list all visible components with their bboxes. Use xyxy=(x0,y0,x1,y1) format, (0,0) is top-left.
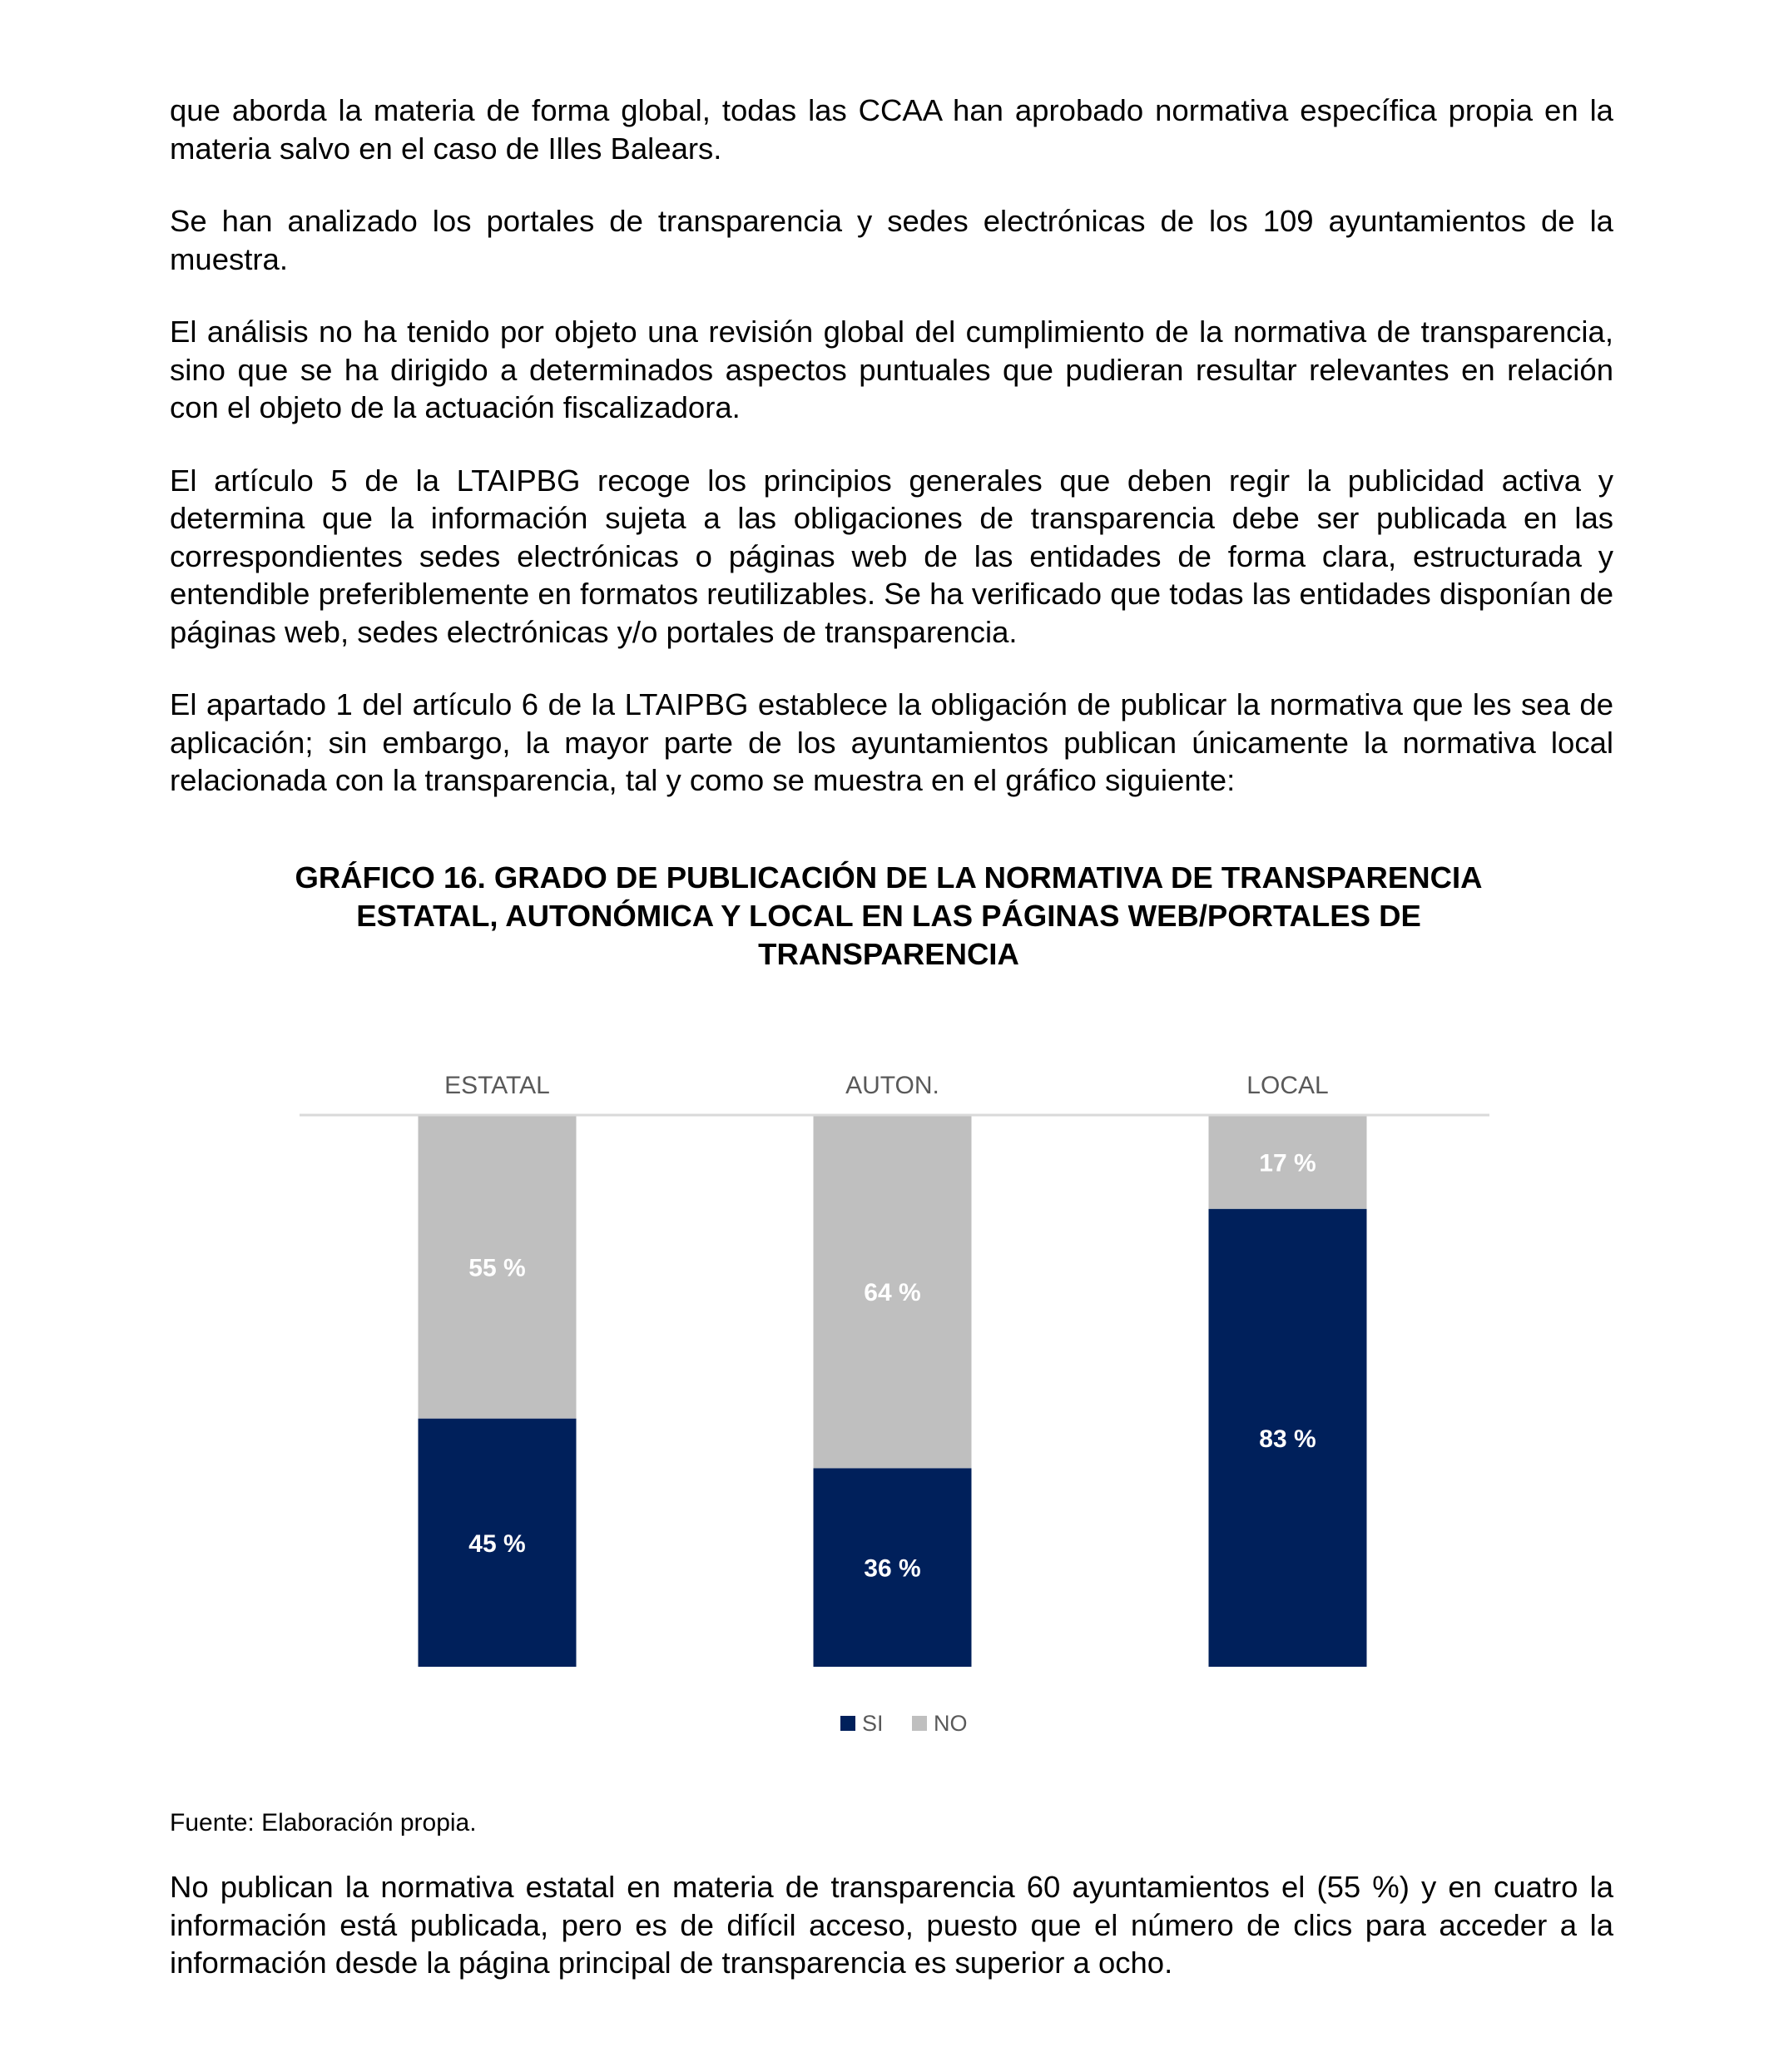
data-label: 17 % xyxy=(1259,1149,1316,1177)
category-label: ESTATAL xyxy=(444,1072,550,1099)
category-label: AUTON. xyxy=(845,1072,939,1099)
body-text xyxy=(170,92,1613,835)
paragraph: que aborda la materia de forma global, todas las CCAA han aprobado normativa específica propia en la materia salvo en el caso de Illes Balears. xyxy=(170,93,1613,166)
data-label: 64 % xyxy=(864,1279,921,1307)
data-label: 83 % xyxy=(1259,1425,1316,1453)
paragraph: No publican la normativa estatal en materia de transparencia 60 ayuntamientos el (55 %) y en cuatro la información está publicada, pero es de difícil acceso, puesto que el número de clics para acceder a la información desde la página principal de transparencia es superior a ocho. xyxy=(170,1870,1613,1980)
chart-title-line: ESTATAL, AUTONÓMICA Y LOCAL EN LAS PÁGINAS WEB/PORTALES DE xyxy=(356,899,1421,933)
legend-swatch xyxy=(912,1716,927,1731)
stacked-bar-chart xyxy=(275,1048,1514,1781)
chart-title-line: TRANSPARENCIA xyxy=(758,937,1019,971)
data-label: 36 % xyxy=(864,1554,921,1583)
paragraph: Se han analizado los portales de transparencia y sedes electrónicas de los 109 ayuntamientos de la muestra. xyxy=(170,204,1613,276)
data-label: 45 % xyxy=(468,1529,526,1558)
paragraph: El apartado 1 del artículo 6 de la LTAIPBG establece la obligación de publicar la normativa que les sea de aplicación; sin embargo, la mayor parte de los ayuntamientos publican únicamente la normativa local relacionada con la transparencia, tal y como se muestra en el gráfico siguiente: xyxy=(170,687,1613,797)
data-label: 55 % xyxy=(468,1254,526,1282)
chart-title-line: GRÁFICO 16. GRADO DE PUBLICACIÓN DE LA NORMATIVA DE TRANSPARENCIA xyxy=(295,860,1483,895)
legend-label: NO xyxy=(934,1711,968,1736)
category-label: LOCAL xyxy=(1246,1072,1329,1099)
paragraph: El artículo 5 de la LTAIPBG recoge los principios generales que deben regir la publicidad activa y determina que la información sujeta a las obligaciones de transparencia debe ser publicada en las correspondientes sedes electrónicas o páginas web de las entidades de forma clara, estructurada y entendible preferiblemente en formatos reutilizables. Se ha verificado que todas las entidades disponían de páginas web, sedes electrónicas y/o portales de transparencia. xyxy=(170,463,1613,649)
legend-label: SI xyxy=(862,1711,884,1736)
legend-swatch xyxy=(840,1716,855,1731)
source-note: Fuente: Elaboración propia. xyxy=(170,1809,477,1837)
paragraph: El análisis no ha tenido por objeto una revisión global del cumplimiento de la normativa de transparencia, sino que se ha dirigido a determinados aspectos puntuales que pudieran resultar relevantes en relación con el objeto de la actuación fiscalizadora. xyxy=(170,315,1613,424)
chart-title xyxy=(191,859,1586,974)
